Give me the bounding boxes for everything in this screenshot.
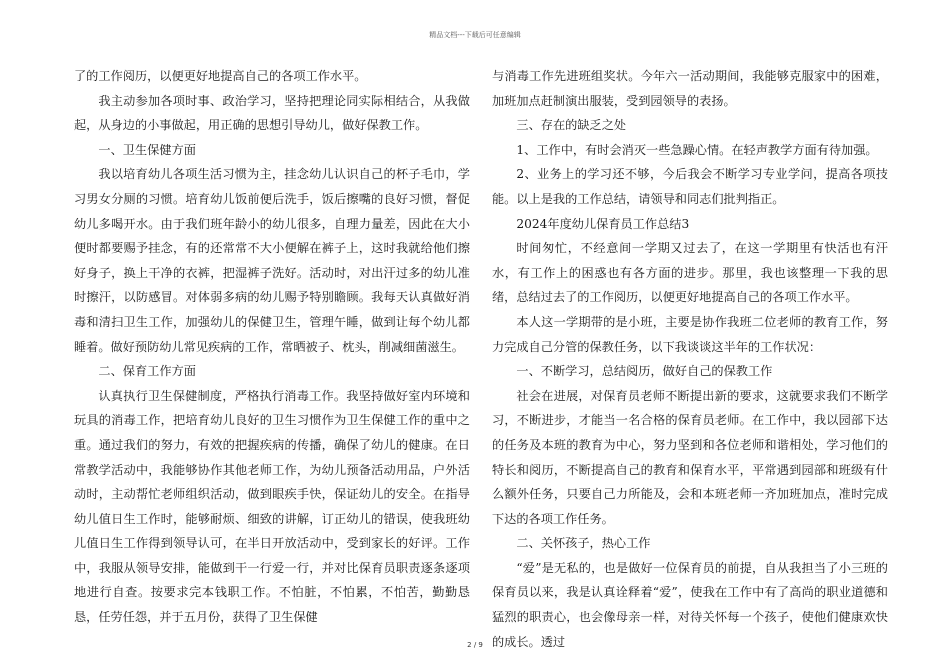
section-heading: 二、保育工作方面 bbox=[98, 364, 196, 379]
section-heading: 二、关怀孩子，热心工作 bbox=[516, 536, 651, 551]
left-column bbox=[74, 64, 470, 630]
paragraph: 1、工作中，有时会消灭一些急躁心情。在轻声教学方面有待加强。 bbox=[516, 142, 878, 157]
paragraph: 我以培育幼儿各项生活习惯为主，挂念幼儿认识自己的杯子毛巾，学习男女分厕的习惯。培育幼儿饭前便后洗手，饭后擦嘴的良好习惯，督促幼儿多喝开水。由于我们班年龄小的幼儿很多，自理力量差，因此在大小便时都要赐予挂念，有的还常常不大小便解在裤子上，这时我就给他们擦好身子，换上干净的衣裤，把湿裤子洗好。活动时，对出汗过多的幼儿准时擦汗，以防感冒。对体弱多病的幼儿赐予特别瞻顾。我每天认真做好消毒和清扫卫生工作，加强幼儿的保健卫生，管理午睡，做到让每个幼儿都睡着。做好预防幼儿常见疾病的工作，常晒被子、枕头，削减细菌滋生。 bbox=[74, 167, 470, 354]
paragraph: 我主动参加各项时事、政治学习，坚持把理论同实际相结合，从我做起，从身边的小事做起，用正确的思想引导幼儿，做好保教工作。 bbox=[74, 93, 470, 133]
paragraph: 社会在进展，对保育员老师不断提出新的要求，这就要求我们不断学习，不断进步，才能当一名合格的保育员老师。在工作中，我以园部下达的任务及本班的教育为中心，努力坚到和各位老师和谐相处，学习他们的特长和阅历，不断提高自己的教育和保育水平，平常遇到园部和班级有什么额外任务，只要自己力所能及，会和本班老师一齐加班加点，准时完成下达的各项工作任务。 bbox=[492, 388, 888, 526]
paragraph: 了的工作阅历，以便更好地提高自己的各项工作水平。 bbox=[74, 69, 367, 83]
paragraph: 认真执行卫生保健制度，严格执行消毒工作。我坚持做好室内环境和玩具的消毒工作，把培育幼儿良好的卫生习惯作为卫生保健工作的重中之重。通过我们的努力，有效的把握疾病的传播，确保了幼儿的健康。在日常教学活动中，我能够协作其他老师工作，为幼儿预备活动用品，户外活动时，主动帮忙老师组织活动，做到眼疾手快，保证幼儿的安全。在指导幼儿值日生工作时，能够耐烦、细致的讲解，订正幼儿的错误，使我班幼儿值日生工作得到领导认可，在半日开放活动中，受到家长的好评。工作中，我服从领导安排，能做到干一行爱一行，并对比保育员职责逐条逐项地进行自查。按要求完本钱职工作。不怕脏，不怕累，不怕苦，勤勤恳恳，任劳任怨，并于五月份，获得了卫生保健 bbox=[74, 388, 470, 625]
section-heading: 一、不断学习，总结阅历，做好自己的保教工作 bbox=[516, 364, 773, 379]
paragraph: “爱”是无私的，也是做好一位保育员的前提，自从我担当了小三班的保育员以来，我是认真诠释着“爱”，使我在工作中有了高尚的职业道德和猛烈的职责心，也会像母亲一样，对待关怀每一个孩子，使他们健康欢快的成长。透过 bbox=[492, 560, 888, 649]
paragraph: 2、业务上的学习还不够，今后我会不断学习专业学问，提高各项技能。以上是我的工作总结，请领导和同志们批判指正。 bbox=[492, 167, 888, 206]
paragraph: 时间匆忙，不经意间一学期又过去了，在这一学期里有快活也有汗水，有工作上的困惑也有各方面的进步。那里，我也该整理一下我的思绪，总结过去了的工作阅历，以便更好地提高自己的各项工作水平。 bbox=[492, 241, 888, 305]
page-number: 2 / 9 bbox=[467, 641, 483, 649]
paragraph: 与消毒工作先进班组奖状。今年六一活动期间，我能够克服家中的困难，加班加点赶制演出服装，受到园领导的表扬。 bbox=[492, 69, 888, 108]
page-header: 精品文档---下载后可任意编辑 bbox=[429, 31, 521, 39]
section-heading: 一、卫生保健方面 bbox=[98, 142, 196, 157]
paragraph: 本人这一学期带的是小班，主要是协作我班二位老师的教育工作，努力完成自己分管的保教任务，以下我谈谈这半年的工作状况： bbox=[492, 314, 888, 354]
right-column bbox=[492, 64, 888, 654]
document-title: 2024年度幼儿保育员工作总结3 bbox=[516, 216, 690, 231]
section-heading: 三、存在的缺乏之处 bbox=[516, 118, 627, 133]
